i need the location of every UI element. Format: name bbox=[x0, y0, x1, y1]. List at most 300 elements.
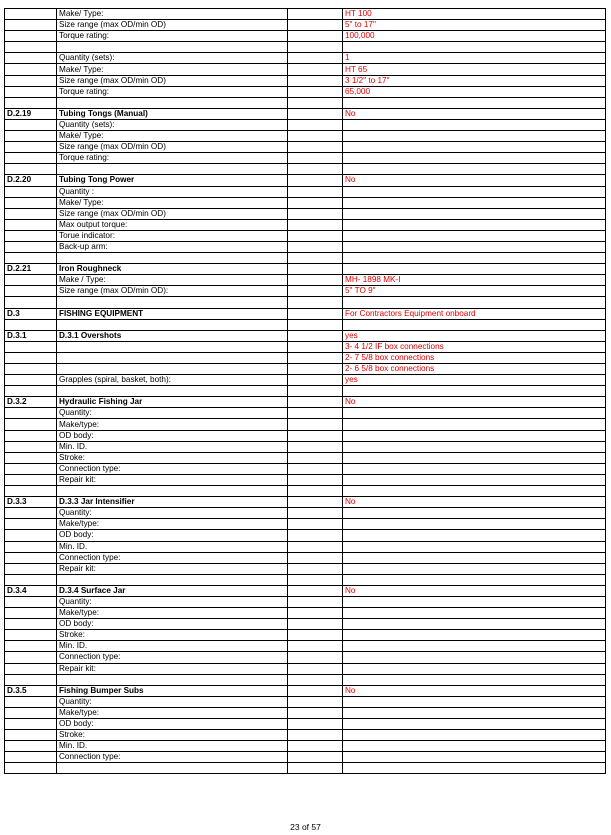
spacer-cell bbox=[288, 674, 343, 685]
section-code-cell bbox=[5, 474, 57, 485]
table-row bbox=[5, 508, 606, 519]
section-row bbox=[5, 108, 606, 119]
section-code-cell bbox=[5, 730, 57, 741]
spacer-cell bbox=[288, 430, 343, 441]
section-row bbox=[5, 585, 606, 596]
section-code-cell bbox=[5, 619, 57, 630]
item-value-cell bbox=[343, 131, 606, 142]
section-code-cell bbox=[5, 230, 57, 241]
item-label-cell: D.3.4 Surface Jar bbox=[57, 585, 288, 596]
section-code-cell bbox=[5, 142, 57, 153]
section-code-cell bbox=[5, 219, 57, 230]
table-row bbox=[5, 563, 606, 574]
spacer-cell bbox=[288, 619, 343, 630]
table-row bbox=[5, 119, 606, 130]
section-code-cell: D.3.4 bbox=[5, 585, 57, 596]
item-value-cell: MH- 1898 MK-I bbox=[343, 275, 606, 286]
table-row bbox=[5, 75, 606, 86]
item-label-cell: Hydraulic Fishing Jar bbox=[57, 397, 288, 408]
item-value-cell bbox=[343, 486, 606, 497]
item-value-cell bbox=[343, 241, 606, 252]
table-row bbox=[5, 663, 606, 674]
section-code-cell bbox=[5, 31, 57, 42]
spacer-cell bbox=[288, 308, 343, 319]
spacer-cell bbox=[288, 241, 343, 252]
item-value-cell: 65,000 bbox=[343, 86, 606, 97]
section-code-cell bbox=[5, 630, 57, 641]
table-row bbox=[5, 86, 606, 97]
section-code-cell bbox=[5, 186, 57, 197]
item-label-cell: Torque rating: bbox=[57, 31, 288, 42]
item-label-cell: Min. ID. bbox=[57, 741, 288, 752]
spacer-cell bbox=[288, 275, 343, 286]
item-value-cell bbox=[343, 707, 606, 718]
item-value-cell bbox=[343, 630, 606, 641]
spacer-cell bbox=[288, 186, 343, 197]
section-code-cell: D.2.19 bbox=[5, 108, 57, 119]
spacer-cell bbox=[288, 541, 343, 552]
section-code-cell bbox=[5, 408, 57, 419]
item-label-cell bbox=[57, 574, 288, 585]
item-value-cell bbox=[343, 264, 606, 275]
spacer-cell bbox=[288, 208, 343, 219]
item-value-cell bbox=[343, 519, 606, 530]
spacer-cell bbox=[288, 64, 343, 75]
section-code-cell bbox=[5, 375, 57, 386]
table-row bbox=[5, 463, 606, 474]
spacer-cell bbox=[288, 297, 343, 308]
table-row bbox=[5, 208, 606, 219]
section-code-cell bbox=[5, 386, 57, 397]
spacer-cell bbox=[288, 707, 343, 718]
table-row bbox=[5, 452, 606, 463]
spacer-cell bbox=[288, 452, 343, 463]
item-label-cell: D.3.3 Jar Intensifier bbox=[57, 497, 288, 508]
table-row bbox=[5, 441, 606, 452]
item-label-cell: Iron Roughneck bbox=[57, 264, 288, 275]
spacer-cell bbox=[288, 197, 343, 208]
item-label-cell: OD body: bbox=[57, 430, 288, 441]
item-value-cell bbox=[343, 463, 606, 474]
spacer-cell bbox=[288, 652, 343, 663]
item-label-cell: Make/ Type: bbox=[57, 197, 288, 208]
item-value-cell: HT 100 bbox=[343, 9, 606, 20]
item-label-cell: Min. ID. bbox=[57, 641, 288, 652]
section-code-cell bbox=[5, 430, 57, 441]
item-value-cell bbox=[343, 741, 606, 752]
item-value-cell bbox=[343, 563, 606, 574]
item-value-cell: 2- 7 5/8 box connections bbox=[343, 352, 606, 363]
item-label-cell: Make/ Type: bbox=[57, 64, 288, 75]
item-label-cell: Torque rating: bbox=[57, 153, 288, 164]
spacer-cell bbox=[288, 253, 343, 264]
item-value-cell bbox=[343, 230, 606, 241]
item-value-cell bbox=[343, 641, 606, 652]
table-row bbox=[5, 652, 606, 663]
item-value-cell bbox=[343, 574, 606, 585]
item-label-cell: Make/type: bbox=[57, 419, 288, 430]
item-label-cell: Quantity: bbox=[57, 696, 288, 707]
section-code-cell bbox=[5, 574, 57, 585]
item-label-cell: Connection type: bbox=[57, 652, 288, 663]
spacer-cell bbox=[288, 86, 343, 97]
section-code-cell bbox=[5, 530, 57, 541]
table-row bbox=[5, 752, 606, 763]
spacer-cell bbox=[288, 75, 343, 86]
item-value-cell bbox=[343, 452, 606, 463]
item-value-cell: 5" to 17" bbox=[343, 20, 606, 31]
item-label-cell: Min. ID. bbox=[57, 541, 288, 552]
table-row bbox=[5, 386, 606, 397]
section-code-cell: D.3.2 bbox=[5, 397, 57, 408]
section-code-cell bbox=[5, 552, 57, 563]
section-code-cell bbox=[5, 608, 57, 619]
item-value-cell bbox=[343, 208, 606, 219]
item-value-cell bbox=[343, 142, 606, 153]
spacer-cell bbox=[288, 530, 343, 541]
item-label-cell: Torque rating: bbox=[57, 86, 288, 97]
equipment-spec-table bbox=[4, 8, 606, 774]
item-label-cell: D.3.1 Overshots bbox=[57, 330, 288, 341]
section-code-cell bbox=[5, 164, 57, 175]
spacer-cell bbox=[288, 574, 343, 585]
section-code-cell bbox=[5, 352, 57, 363]
table-row bbox=[5, 741, 606, 752]
item-label-cell: Connection type: bbox=[57, 752, 288, 763]
spacer-cell bbox=[288, 630, 343, 641]
table-row bbox=[5, 696, 606, 707]
spacer-cell bbox=[288, 364, 343, 375]
spacer-cell bbox=[288, 596, 343, 607]
section-row bbox=[5, 308, 606, 319]
section-code-cell bbox=[5, 364, 57, 375]
item-label-cell: Size range (max OD/min OD) bbox=[57, 75, 288, 86]
item-value-cell bbox=[343, 164, 606, 175]
item-value-cell bbox=[343, 596, 606, 607]
item-value-cell bbox=[343, 119, 606, 130]
section-code-cell bbox=[5, 86, 57, 97]
item-value-cell bbox=[343, 508, 606, 519]
section-code-cell bbox=[5, 297, 57, 308]
section-code-cell bbox=[5, 97, 57, 108]
table-row bbox=[5, 530, 606, 541]
item-value-cell bbox=[343, 763, 606, 774]
section-code-cell bbox=[5, 452, 57, 463]
item-value-cell bbox=[343, 730, 606, 741]
item-label-cell: Size range (max OD/min OD) bbox=[57, 208, 288, 219]
section-code-cell: D.2.20 bbox=[5, 175, 57, 186]
item-value-cell bbox=[343, 219, 606, 230]
item-label-cell: OD body: bbox=[57, 530, 288, 541]
item-value-cell bbox=[343, 42, 606, 53]
item-value-cell bbox=[343, 319, 606, 330]
item-value-cell bbox=[343, 197, 606, 208]
item-value-cell bbox=[343, 719, 606, 730]
section-code-cell bbox=[5, 652, 57, 663]
spacer-cell bbox=[288, 108, 343, 119]
table-row bbox=[5, 230, 606, 241]
spacer-cell bbox=[288, 175, 343, 186]
spacer-cell bbox=[288, 20, 343, 31]
section-code-cell bbox=[5, 641, 57, 652]
spacer-cell bbox=[288, 519, 343, 530]
spacer-cell bbox=[288, 585, 343, 596]
item-label-cell: Make/type: bbox=[57, 707, 288, 718]
section-row bbox=[5, 397, 606, 408]
item-label-cell: Size range (max OD/min OD) bbox=[57, 20, 288, 31]
spacer-cell bbox=[288, 219, 343, 230]
page-number: 23 of 57 bbox=[290, 822, 321, 832]
table-row bbox=[5, 31, 606, 42]
item-label-cell bbox=[57, 674, 288, 685]
item-value-cell: No bbox=[343, 685, 606, 696]
table-row bbox=[5, 608, 606, 619]
item-value-cell: yes bbox=[343, 375, 606, 386]
spacer-cell bbox=[288, 419, 343, 430]
spacer-cell bbox=[288, 230, 343, 241]
section-code-cell: D.3 bbox=[5, 308, 57, 319]
table-row bbox=[5, 97, 606, 108]
table-row bbox=[5, 241, 606, 252]
section-code-cell bbox=[5, 275, 57, 286]
item-label-cell: Torue indicator: bbox=[57, 230, 288, 241]
spacer-cell bbox=[288, 131, 343, 142]
item-label-cell: Tubing Tong Power bbox=[57, 175, 288, 186]
item-label-cell: Quantity: bbox=[57, 596, 288, 607]
item-label-cell bbox=[57, 253, 288, 264]
item-value-cell bbox=[343, 430, 606, 441]
item-label-cell: Quantity: bbox=[57, 408, 288, 419]
section-row bbox=[5, 175, 606, 186]
section-code-cell bbox=[5, 752, 57, 763]
spacer-cell bbox=[288, 164, 343, 175]
item-label-cell: Tubing Tongs (Manual) bbox=[57, 108, 288, 119]
item-label-cell bbox=[57, 763, 288, 774]
item-value-cell bbox=[343, 253, 606, 264]
item-label-cell: Quantity : bbox=[57, 186, 288, 197]
item-label-cell: Min. ID. bbox=[57, 441, 288, 452]
item-label-cell: Stroke: bbox=[57, 630, 288, 641]
spacer-cell bbox=[288, 9, 343, 20]
section-code-cell bbox=[5, 197, 57, 208]
item-label-cell bbox=[57, 164, 288, 175]
table-row bbox=[5, 142, 606, 153]
item-label-cell: Stroke: bbox=[57, 452, 288, 463]
spacer-cell bbox=[288, 763, 343, 774]
table-row bbox=[5, 364, 606, 375]
section-code-cell bbox=[5, 596, 57, 607]
table-row bbox=[5, 64, 606, 75]
item-label-cell: FISHING EQUIPMENT bbox=[57, 308, 288, 319]
item-label-cell: Connection type: bbox=[57, 463, 288, 474]
item-value-cell bbox=[343, 696, 606, 707]
table-row bbox=[5, 375, 606, 386]
item-label-cell: Stroke: bbox=[57, 730, 288, 741]
item-value-cell: No bbox=[343, 175, 606, 186]
item-value-cell: For Contractors Equipment onboard bbox=[343, 308, 606, 319]
spacer-cell bbox=[288, 663, 343, 674]
section-code-cell bbox=[5, 75, 57, 86]
spacer-cell bbox=[288, 397, 343, 408]
section-code-cell bbox=[5, 119, 57, 130]
section-code-cell bbox=[5, 419, 57, 430]
item-label-cell: Max output torque: bbox=[57, 219, 288, 230]
item-value-cell: No bbox=[343, 585, 606, 596]
table-row bbox=[5, 341, 606, 352]
spacer-cell bbox=[288, 552, 343, 563]
section-code-cell bbox=[5, 674, 57, 685]
item-value-cell bbox=[343, 441, 606, 452]
section-code-cell bbox=[5, 241, 57, 252]
table-row bbox=[5, 707, 606, 718]
table-row bbox=[5, 763, 606, 774]
table-row bbox=[5, 641, 606, 652]
spacer-cell bbox=[288, 508, 343, 519]
item-value-cell bbox=[343, 619, 606, 630]
spacer-cell bbox=[288, 142, 343, 153]
item-value-cell bbox=[343, 541, 606, 552]
section-code-cell bbox=[5, 486, 57, 497]
item-value-cell bbox=[343, 386, 606, 397]
item-label-cell: Back-up arm: bbox=[57, 241, 288, 252]
section-code-cell bbox=[5, 64, 57, 75]
table-row bbox=[5, 319, 606, 330]
table-row bbox=[5, 430, 606, 441]
section-row bbox=[5, 497, 606, 508]
spacer-cell bbox=[288, 608, 343, 619]
table-row bbox=[5, 275, 606, 286]
item-label-cell bbox=[57, 386, 288, 397]
table-row bbox=[5, 186, 606, 197]
spacer-cell bbox=[288, 42, 343, 53]
section-code-cell bbox=[5, 441, 57, 452]
item-label-cell: Connection type: bbox=[57, 552, 288, 563]
section-code-cell: D.3.3 bbox=[5, 497, 57, 508]
table-row bbox=[5, 596, 606, 607]
item-label-cell: Quantity (sets): bbox=[57, 53, 288, 64]
table-row bbox=[5, 719, 606, 730]
item-label-cell bbox=[57, 352, 288, 363]
item-value-cell: 100,000 bbox=[343, 31, 606, 42]
table-row bbox=[5, 153, 606, 164]
section-row bbox=[5, 264, 606, 275]
item-value-cell: No bbox=[343, 108, 606, 119]
section-code-cell bbox=[5, 663, 57, 674]
section-row bbox=[5, 330, 606, 341]
spacer-cell bbox=[288, 474, 343, 485]
item-label-cell bbox=[57, 42, 288, 53]
item-value-cell bbox=[343, 652, 606, 663]
item-label-cell bbox=[57, 364, 288, 375]
section-code-cell bbox=[5, 707, 57, 718]
item-value-cell bbox=[343, 153, 606, 164]
section-code-cell bbox=[5, 42, 57, 53]
section-code-cell bbox=[5, 341, 57, 352]
table-row bbox=[5, 253, 606, 264]
section-code-cell bbox=[5, 763, 57, 774]
section-code-cell bbox=[5, 519, 57, 530]
section-code-cell: D.3.5 bbox=[5, 685, 57, 696]
item-value-cell bbox=[343, 674, 606, 685]
item-label-cell: Size range (max OD/min OD): bbox=[57, 286, 288, 297]
section-code-cell: D.2.21 bbox=[5, 264, 57, 275]
item-label-cell: Repair kit: bbox=[57, 663, 288, 674]
item-value-cell bbox=[343, 408, 606, 419]
item-label-cell: Make/type: bbox=[57, 519, 288, 530]
table-row bbox=[5, 42, 606, 53]
item-label-cell: Repair kit: bbox=[57, 563, 288, 574]
spacer-cell bbox=[288, 641, 343, 652]
item-label-cell: OD body: bbox=[57, 719, 288, 730]
item-value-cell bbox=[343, 552, 606, 563]
table-row bbox=[5, 519, 606, 530]
table-row bbox=[5, 674, 606, 685]
section-code-cell bbox=[5, 208, 57, 219]
table-row bbox=[5, 197, 606, 208]
section-code-cell bbox=[5, 20, 57, 31]
spacer-cell bbox=[288, 719, 343, 730]
item-label-cell: Make / Type: bbox=[57, 275, 288, 286]
item-label-cell: Make/ Type: bbox=[57, 131, 288, 142]
item-value-cell bbox=[343, 530, 606, 541]
table-row bbox=[5, 730, 606, 741]
table-row bbox=[5, 408, 606, 419]
item-value-cell: yes bbox=[343, 330, 606, 341]
spacer-cell bbox=[288, 463, 343, 474]
item-value-cell bbox=[343, 97, 606, 108]
section-code-cell bbox=[5, 541, 57, 552]
item-value-cell bbox=[343, 752, 606, 763]
table-row bbox=[5, 474, 606, 485]
table-row bbox=[5, 9, 606, 20]
item-label-cell bbox=[57, 297, 288, 308]
item-value-cell: 3- 4 1/2 IF box connections bbox=[343, 341, 606, 352]
table-row bbox=[5, 286, 606, 297]
spacer-cell bbox=[288, 341, 343, 352]
table-row bbox=[5, 164, 606, 175]
spacer-cell bbox=[288, 330, 343, 341]
spacer-cell bbox=[288, 408, 343, 419]
spacer-cell bbox=[288, 375, 343, 386]
spacer-cell bbox=[288, 119, 343, 130]
item-value-cell: 2- 6 5/8 box connections bbox=[343, 364, 606, 375]
spacer-cell bbox=[288, 352, 343, 363]
table-row bbox=[5, 131, 606, 142]
section-row bbox=[5, 685, 606, 696]
section-code-cell: D.3.1 bbox=[5, 330, 57, 341]
item-label-cell bbox=[57, 341, 288, 352]
spacer-cell bbox=[288, 752, 343, 763]
item-value-cell: 5" TO 9" bbox=[343, 286, 606, 297]
item-value-cell: No bbox=[343, 397, 606, 408]
item-label-cell: Make/type: bbox=[57, 608, 288, 619]
table-row bbox=[5, 419, 606, 430]
spacer-cell bbox=[288, 53, 343, 64]
table-row bbox=[5, 630, 606, 641]
spacer-cell bbox=[288, 497, 343, 508]
table-row bbox=[5, 297, 606, 308]
spacer-cell bbox=[288, 31, 343, 42]
item-label-cell bbox=[57, 486, 288, 497]
item-label-cell: OD body: bbox=[57, 619, 288, 630]
spacer-cell bbox=[288, 97, 343, 108]
item-label-cell: Quantity: bbox=[57, 508, 288, 519]
section-code-cell bbox=[5, 463, 57, 474]
item-label-cell: Fishing Bumper Subs bbox=[57, 685, 288, 696]
item-label-cell: Quantity (sets): bbox=[57, 119, 288, 130]
spacer-cell bbox=[288, 685, 343, 696]
table-row bbox=[5, 486, 606, 497]
